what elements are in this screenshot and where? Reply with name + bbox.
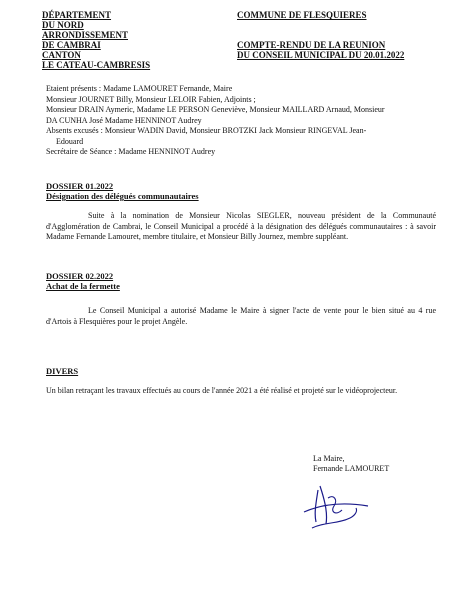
signature-block xyxy=(313,454,389,474)
divers-paragraph: Un bilan retraçant les travaux effectués au cours de l'année 2021 a été réalisé et projeté sur le vidéoprojecteur. xyxy=(46,386,398,395)
header-line: DÉPARTEMENT xyxy=(42,10,112,20)
department-header xyxy=(42,10,162,70)
dossier1-text xyxy=(46,211,436,243)
secretary-line: Secrétaire de Séance : Madame HENNINOT Audrey xyxy=(46,147,216,156)
dossier1-title: Désignation des délégués communautaires xyxy=(46,191,199,201)
report-title-line1: COMPTE-RENDU DE LA REUNION xyxy=(237,40,386,50)
commune-name: COMMUNE DE FLESQUIERES xyxy=(237,10,367,20)
present-line: Etaient présents : Madame LAMOURET Fernande, Maire xyxy=(46,84,233,93)
report-title-line2: DU CONSEIL MUNICIPAL DU 20.01.2022 xyxy=(237,50,405,60)
present-line: DA CUNHA José Madame HENNINOT Audrey xyxy=(46,115,202,125)
header-line: CANTON xyxy=(42,50,81,60)
header-line: LE CATEAU-CAMBRESIS xyxy=(42,60,151,70)
signature-role: La Maire, xyxy=(313,454,345,463)
header-line: DE CAMBRAI xyxy=(42,40,101,50)
dossier2-paragraph: Le Conseil Municipal a autorisé Madame le Maire à signer l'acte de vente pour le bien situé au 4 rue d'Artois à Flesquières pour le projet Angèle. xyxy=(46,306,436,326)
excused-line: Absents excusés : Monsieur WADIN David, Monsieur BROTZKI Jack Monsieur RINGEVAL Jean- xyxy=(46,126,367,135)
dossier2-text xyxy=(46,306,436,327)
header-line: ARRONDISSEMENT xyxy=(42,30,129,40)
divers-title: DIVERS xyxy=(46,366,79,376)
dossier1-number: DOSSIER 01.2022 xyxy=(46,181,114,191)
attendance-block xyxy=(46,84,436,158)
dossier1-paragraph: Suite à la nomination de Monsieur Nicolas SIEGLER, nouveau président de la Communauté d'Agglomération de Cambrai, le Conseil Municipal a procédé à la désignation des délégués communautaires : à savoir Madame Fernande Lamouret, membre titulaire, et Monsieur Billy Journez, membre suppléant. xyxy=(46,211,436,241)
signature-name: Fernande LAMOURET xyxy=(313,464,390,473)
dossier2-title: Achat de la fermette xyxy=(46,281,120,291)
divers-text xyxy=(46,386,436,397)
handwritten-signature xyxy=(298,478,378,533)
commune-header xyxy=(237,10,437,60)
excused-line: Edouard xyxy=(56,136,84,146)
present-line: Monsieur DRAIN Aymeric, Madame LE PERSON Geneviève, Monsieur MAILLARD Arnaud, Monsieur xyxy=(46,105,385,114)
header-line: DU NORD xyxy=(42,20,84,30)
dossier2-number: DOSSIER 02.2022 xyxy=(46,271,114,281)
present-line: Monsieur JOURNET Billy, Monsieur LELOIR Fabien, Adjoints ; xyxy=(46,94,256,104)
